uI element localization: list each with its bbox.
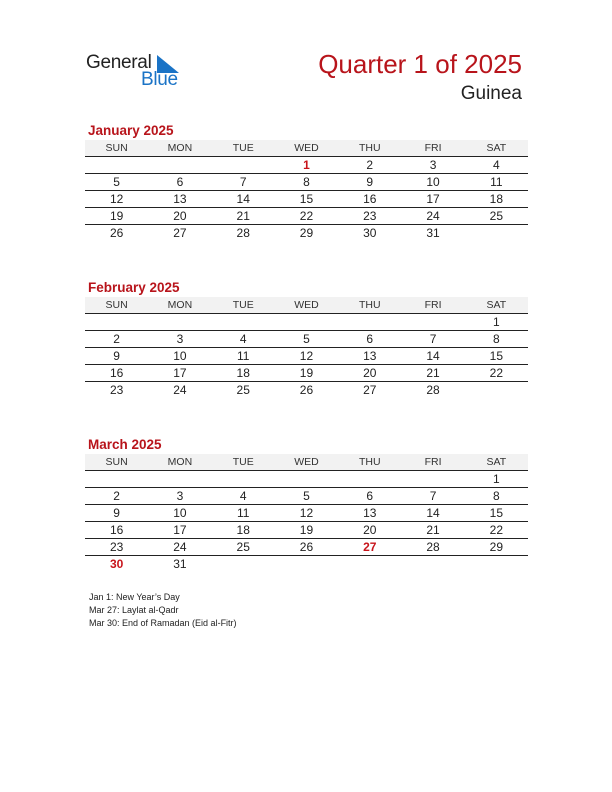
weekday-header: FRI [401, 454, 464, 471]
day-cell: 23 [338, 208, 401, 225]
day-cell: 17 [401, 191, 464, 208]
day-cell: 10 [148, 348, 211, 365]
day-cell: 14 [401, 505, 464, 522]
week-row [85, 539, 528, 556]
empty-day-cell [212, 471, 275, 488]
day-cell: 16 [338, 191, 401, 208]
day-cell: 17 [148, 365, 211, 382]
empty-day-cell [275, 314, 338, 331]
weekday-header: WED [275, 140, 338, 157]
day-cell: 31 [173, 557, 187, 571]
empty-day-cell [338, 314, 401, 331]
day-cell: 15 [465, 505, 528, 522]
weekday-header: SAT [465, 297, 528, 314]
logo [86, 52, 196, 92]
day-cell: 24 [401, 208, 464, 225]
day-cell: 6 [338, 488, 401, 505]
day-cell: 9 [338, 174, 401, 191]
day-cell: 9 [85, 505, 148, 522]
empty-day-cell [148, 157, 211, 174]
day-cell: 16 [85, 365, 148, 382]
calendar-body [85, 314, 528, 399]
day-cell: 27 [173, 226, 187, 240]
day-cell: 31 [426, 226, 440, 240]
day-cell: 19 [85, 208, 148, 225]
day-cell: 26 [275, 539, 338, 556]
day-cell: 23 [109, 383, 124, 397]
day-cell: 19 [275, 522, 338, 539]
weekday-header: TUE [212, 140, 275, 157]
weekday-header: SAT [465, 140, 528, 157]
empty-day-cell [338, 471, 401, 488]
week-row [85, 225, 528, 242]
day-cell: 18 [465, 191, 528, 208]
day-cell: 13 [148, 191, 211, 208]
day-cell: 8 [465, 488, 528, 505]
month-january [85, 122, 528, 241]
weekday-header: SAT [465, 454, 528, 471]
weekday-header: MON [148, 140, 211, 157]
week-row [85, 505, 528, 522]
day-cell: 18 [212, 365, 275, 382]
week-row [85, 488, 528, 505]
weekday-header: THU [338, 297, 401, 314]
empty-day-cell [85, 314, 148, 331]
week-row [85, 365, 528, 382]
day-cell: 26 [299, 383, 314, 397]
day-cell: 18 [212, 522, 275, 539]
weekday-header: MON [148, 297, 211, 314]
day-cell: 5 [275, 488, 338, 505]
weekday-header-row [85, 454, 528, 471]
day-cell: 4 [212, 488, 275, 505]
weekday-header: FRI [401, 140, 464, 157]
day-cell: 19 [275, 365, 338, 382]
holiday-notes [89, 591, 237, 630]
empty-day-cell [401, 471, 464, 488]
day-cell: 15 [275, 191, 338, 208]
day-cell: 26 [109, 226, 124, 240]
day-cell: 14 [212, 191, 275, 208]
day-cell: 21 [212, 208, 275, 225]
day-cell: 6 [148, 174, 211, 191]
day-cell: 28 [426, 383, 440, 397]
month-title: March 2025 [88, 437, 162, 452]
empty-day-cell [465, 382, 528, 399]
logo-blue-text: Blue [141, 69, 178, 90]
empty-day-cell [465, 556, 528, 573]
day-cell: 23 [85, 539, 148, 556]
day-cell: 20 [338, 365, 401, 382]
month-title: January 2025 [88, 123, 174, 138]
day-cell: 10 [401, 174, 464, 191]
day-cell: 13 [338, 505, 401, 522]
weekday-header: WED [275, 454, 338, 471]
day-cell: 30 [363, 226, 377, 240]
day-cell: 20 [148, 208, 211, 225]
day-cell: 21 [401, 365, 464, 382]
week-row [85, 348, 528, 365]
country-name: Guinea [460, 83, 522, 104]
holiday-note: Jan 1: New Year’s Day [89, 592, 180, 602]
day-cell: 22 [465, 522, 528, 539]
empty-day-cell [212, 556, 275, 573]
page-title: Quarter 1 of 2025 [318, 49, 522, 79]
empty-day-cell [401, 314, 464, 331]
week-row [85, 556, 528, 573]
day-cell: 11 [212, 348, 275, 365]
month-title: February 2025 [88, 280, 180, 295]
day-cell: 21 [401, 522, 464, 539]
day-cell: 24 [148, 539, 211, 556]
day-cell: 11 [212, 505, 275, 522]
day-cell: 10 [148, 505, 211, 522]
day-cell: 2 [85, 331, 148, 348]
empty-day-cell [401, 556, 464, 573]
empty-day-cell [148, 314, 211, 331]
weekday-header: FRI [401, 297, 464, 314]
day-cell: 25 [465, 208, 528, 225]
empty-day-cell [275, 556, 338, 573]
day-cell: 15 [465, 348, 528, 365]
weekday-header: THU [338, 454, 401, 471]
week-row [85, 208, 528, 225]
day-cell: 2 [85, 488, 148, 505]
empty-day-cell [465, 225, 528, 242]
empty-day-cell [338, 556, 401, 573]
holiday-day-cell: 1 [275, 157, 338, 174]
day-cell: 11 [465, 174, 528, 191]
day-cell: 3 [148, 488, 211, 505]
calendar-table [85, 297, 528, 398]
day-cell: 29 [299, 226, 314, 240]
day-cell: 4 [465, 157, 528, 174]
day-cell: 28 [236, 226, 250, 240]
day-cell: 8 [275, 174, 338, 191]
day-cell: 7 [401, 488, 464, 505]
calendar-body [85, 471, 528, 573]
weekday-header: SUN [85, 454, 148, 471]
day-cell: 3 [148, 331, 211, 348]
holiday-day-cell: 27 [338, 539, 401, 556]
calendar-table [85, 454, 528, 572]
calendar-table [85, 140, 528, 241]
day-cell: 12 [85, 191, 148, 208]
day-cell: 6 [338, 331, 401, 348]
day-cell: 25 [236, 383, 250, 397]
day-cell: 28 [401, 539, 464, 556]
day-cell: 22 [275, 208, 338, 225]
day-cell: 14 [401, 348, 464, 365]
day-cell: 12 [275, 348, 338, 365]
holiday-note: Mar 30: End of Ramadan (Eid al-Fitr) [89, 618, 237, 628]
day-cell: 1 [465, 314, 528, 331]
month-february [85, 279, 528, 398]
weekday-header: SUN [85, 140, 148, 157]
logo-general-text: General [86, 52, 152, 73]
day-cell: 27 [363, 383, 377, 397]
holiday-note: Mar 27: Laylat al-Qadr [89, 605, 179, 615]
week-row [85, 191, 528, 208]
day-cell: 12 [275, 505, 338, 522]
day-cell: 5 [275, 331, 338, 348]
empty-day-cell [212, 314, 275, 331]
month-march [85, 436, 528, 572]
week-row [85, 471, 528, 488]
day-cell: 17 [148, 522, 211, 539]
day-cell: 4 [212, 331, 275, 348]
holiday-day-cell: 30 [109, 557, 124, 571]
day-cell: 13 [338, 348, 401, 365]
empty-day-cell [212, 157, 275, 174]
week-row [85, 314, 528, 331]
day-cell: 2 [338, 157, 401, 174]
day-cell: 20 [338, 522, 401, 539]
weekday-header: THU [338, 140, 401, 157]
week-row [85, 174, 528, 191]
week-row [85, 382, 528, 399]
day-cell: 1 [465, 471, 528, 488]
weekday-header-row [85, 297, 528, 314]
day-cell: 9 [85, 348, 148, 365]
weekday-header-row [85, 140, 528, 157]
calendar-body [85, 157, 528, 242]
empty-day-cell [148, 471, 211, 488]
day-cell: 3 [401, 157, 464, 174]
week-row [85, 157, 528, 174]
day-cell: 8 [465, 331, 528, 348]
day-cell: 22 [465, 365, 528, 382]
empty-day-cell [275, 471, 338, 488]
day-cell: 29 [465, 539, 528, 556]
weekday-header: WED [275, 297, 338, 314]
week-row [85, 331, 528, 348]
empty-day-cell [85, 157, 148, 174]
day-cell: 25 [212, 539, 275, 556]
day-cell: 16 [85, 522, 148, 539]
day-cell: 24 [173, 383, 187, 397]
empty-day-cell [85, 471, 148, 488]
day-cell: 5 [85, 174, 148, 191]
week-row [85, 522, 528, 539]
weekday-header: MON [148, 454, 211, 471]
weekday-header: TUE [212, 297, 275, 314]
weekday-header: SUN [85, 297, 148, 314]
day-cell: 7 [401, 331, 464, 348]
weekday-header: TUE [212, 454, 275, 471]
day-cell: 7 [212, 174, 275, 191]
